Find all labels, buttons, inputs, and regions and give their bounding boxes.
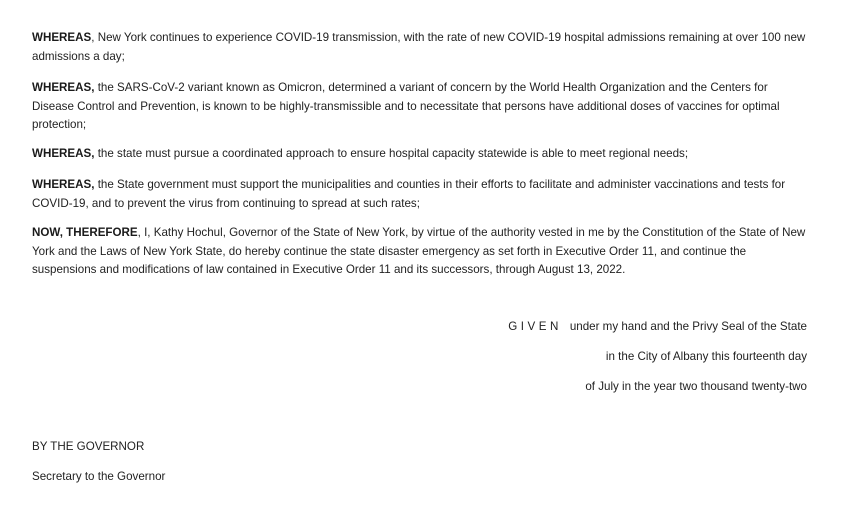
given-line-1 <box>508 319 807 335</box>
given-line-2 <box>606 349 807 365</box>
paragraph-lead: WHEREAS, <box>32 147 95 160</box>
paragraph-lead: NOW, THEREFORE <box>32 226 138 239</box>
paragraph-lead: WHEREAS, <box>32 81 95 94</box>
given-word: GIVEN <box>508 320 562 333</box>
now-therefore-paragraph <box>32 224 812 280</box>
paragraph-lead: WHEREAS, <box>32 178 95 191</box>
given-text-1: under my hand and the Privy Seal of the State <box>569 320 807 333</box>
paragraph-text: the SARS-CoV-2 variant known as Omicron, determined a variant of concern by the World Health Organization and the Centers for Disease Control and Prevention, is known to be highly-transmissible and to necessitate that persons have additional doses of vaccines for optimal protection; <box>32 81 780 131</box>
given-text-2: in the City of Albany this fourteenth day <box>605 350 807 363</box>
paragraph-text: the State government must support the municipalities and counties in their efforts to facilitate and administer vaccinations and tests for COVID-19, and to prevent the virus from continuing to spread at such rates; <box>32 178 786 210</box>
whereas-paragraph-3 <box>32 145 812 164</box>
whereas-paragraph-1 <box>32 29 812 66</box>
paragraph-text: , I, Kathy Hochul, Governor of the State of New York, by virtue of the authority vested in me by the Constitution of the State of New York and the Laws of New York State, do hereby continue the state disaster emergency as set forth in Executive Order 11, and continue the suspensions and modifications of law contained in Executive Order 11 and its successors, through August 13, 2022. <box>32 226 806 276</box>
by-the-governor: BY THE GOVERNOR <box>32 440 145 453</box>
whereas-paragraph-2 <box>32 79 812 135</box>
paragraph-text: , New York continues to experience COVID-19 transmission, with the rate of new COVID-19 hospital admissions remaining at over 100 new admissions a day; <box>32 31 806 63</box>
given-text-3: of July in the year two thousand twenty-two <box>585 380 807 393</box>
whereas-paragraph-4 <box>32 176 812 213</box>
given-line-3 <box>585 379 807 395</box>
paragraph-text: the state must pursue a coordinated approach to ensure hospital capacity statewide is able to meet regional needs; <box>94 147 689 160</box>
secretary-to-governor: Secretary to the Governor <box>32 470 166 483</box>
paragraph-lead: WHEREAS <box>32 31 92 44</box>
